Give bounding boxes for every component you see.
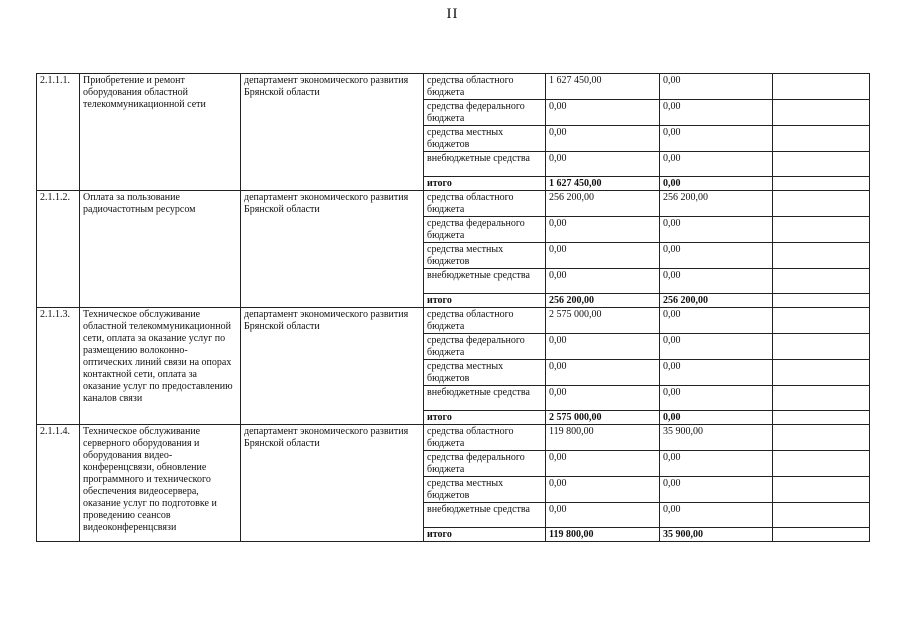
empty-cell	[773, 386, 870, 411]
funding-source: средства федерального бюджета	[424, 451, 546, 477]
funding-source: средства федерального бюджета	[424, 334, 546, 360]
funding-source: средства местных бюджетов	[424, 243, 546, 269]
empty-cell	[773, 152, 870, 177]
amount-col-1: 0,00	[546, 269, 660, 294]
empty-cell	[773, 425, 870, 451]
amount-col-2: 0,00	[660, 126, 773, 152]
amount-col-1: 1 627 450,00	[546, 74, 660, 100]
funding-source: внебюджетные средства	[424, 269, 546, 294]
empty-cell	[773, 334, 870, 360]
total-amount-col-1: 119 800,00	[546, 528, 660, 542]
funding-source: средства областного бюджета	[424, 308, 546, 334]
amount-col-1: 256 200,00	[546, 191, 660, 217]
page-number: II	[446, 6, 459, 22]
total-amount-col-1: 1 627 450,00	[546, 177, 660, 191]
total-amount-col-2: 0,00	[660, 411, 773, 425]
budget-table	[36, 73, 870, 542]
empty-cell	[773, 294, 870, 308]
empty-cell	[773, 308, 870, 334]
funding-source: средства областного бюджета	[424, 425, 546, 451]
item-executor: департамент экономического развития Брянской области	[241, 74, 424, 191]
amount-col-1: 119 800,00	[546, 425, 660, 451]
total-amount-col-2: 35 900,00	[660, 528, 773, 542]
amount-col-2: 0,00	[660, 100, 773, 126]
funding-source: средства местных бюджетов	[424, 126, 546, 152]
item-name: Техническое обслуживание областной телекоммуникационной сети, оплата за оказание услуг по размещению волоконно-оптических линий связи на опорах контактной сети, оплата за оказание услуг по предоставлению каналов связи	[80, 308, 241, 425]
amount-col-2: 0,00	[660, 386, 773, 411]
amount-col-1: 0,00	[546, 243, 660, 269]
amount-col-2: 0,00	[660, 308, 773, 334]
total-label: итого	[424, 177, 546, 191]
item-name: Приобретение и ремонт оборудования областной телекоммуникационной сети	[80, 74, 241, 191]
amount-col-1: 0,00	[546, 360, 660, 386]
empty-cell	[773, 126, 870, 152]
total-label: итого	[424, 411, 546, 425]
table-row	[37, 425, 870, 451]
total-amount-col-2: 256 200,00	[660, 294, 773, 308]
empty-cell	[773, 191, 870, 217]
total-amount-col-2: 0,00	[660, 177, 773, 191]
item-code: 2.1.1.1.	[37, 74, 80, 191]
funding-source: внебюджетные средства	[424, 386, 546, 411]
funding-source: внебюджетные средства	[424, 152, 546, 177]
amount-col-2: 0,00	[660, 243, 773, 269]
empty-cell	[773, 100, 870, 126]
amount-col-1: 0,00	[546, 503, 660, 528]
item-name: Оплата за пользование радиочастотным ресурсом	[80, 191, 241, 308]
amount-col-1: 0,00	[546, 477, 660, 503]
empty-cell	[773, 477, 870, 503]
empty-cell	[773, 503, 870, 528]
funding-source: средства местных бюджетов	[424, 360, 546, 386]
empty-cell	[773, 74, 870, 100]
amount-col-2: 0,00	[660, 334, 773, 360]
empty-cell	[773, 451, 870, 477]
amount-col-1: 0,00	[546, 126, 660, 152]
item-executor: департамент экономического развития Брянской области	[241, 308, 424, 425]
amount-col-1: 0,00	[546, 386, 660, 411]
amount-col-2: 0,00	[660, 269, 773, 294]
item-executor: департамент экономического развития Брянской области	[241, 425, 424, 542]
empty-cell	[773, 269, 870, 294]
item-code: 2.1.1.3.	[37, 308, 80, 425]
item-code: 2.1.1.4.	[37, 425, 80, 542]
empty-cell	[773, 217, 870, 243]
amount-col-2: 0,00	[660, 477, 773, 503]
empty-cell	[773, 360, 870, 386]
amount-col-1: 0,00	[546, 217, 660, 243]
amount-col-1: 0,00	[546, 334, 660, 360]
total-amount-col-1: 256 200,00	[546, 294, 660, 308]
empty-cell	[773, 528, 870, 542]
funding-source: средства областного бюджета	[424, 191, 546, 217]
amount-col-2: 0,00	[660, 503, 773, 528]
table-row	[37, 74, 870, 100]
amount-col-2: 256 200,00	[660, 191, 773, 217]
empty-cell	[773, 411, 870, 425]
funding-source: внебюджетные средства	[424, 503, 546, 528]
table-row	[37, 191, 870, 217]
amount-col-1: 0,00	[546, 451, 660, 477]
funding-source: средства федерального бюджета	[424, 100, 546, 126]
amount-col-2: 0,00	[660, 152, 773, 177]
amount-col-2: 0,00	[660, 360, 773, 386]
amount-col-1: 0,00	[546, 100, 660, 126]
item-executor: департамент экономического развития Брянской области	[241, 191, 424, 308]
funding-source: средства областного бюджета	[424, 74, 546, 100]
total-label: итого	[424, 528, 546, 542]
amount-col-2: 0,00	[660, 74, 773, 100]
empty-cell	[773, 243, 870, 269]
funding-source: средства федерального бюджета	[424, 217, 546, 243]
table-row	[37, 308, 870, 334]
item-code: 2.1.1.2.	[37, 191, 80, 308]
item-name: Техническое обслуживание серверного оборудования и оборудования видео-конференцсвязи, обновление программного и технического обеспечения видеосервера, оказание услуг по подготовке и проведению сеансов видеоконференцсвязи	[80, 425, 241, 542]
amount-col-2: 0,00	[660, 451, 773, 477]
amount-col-1: 2 575 000,00	[546, 308, 660, 334]
total-amount-col-1: 2 575 000,00	[546, 411, 660, 425]
amount-col-2: 35 900,00	[660, 425, 773, 451]
empty-cell	[773, 177, 870, 191]
total-label: итого	[424, 294, 546, 308]
funding-source: средства местных бюджетов	[424, 477, 546, 503]
amount-col-2: 0,00	[660, 217, 773, 243]
amount-col-1: 0,00	[546, 152, 660, 177]
